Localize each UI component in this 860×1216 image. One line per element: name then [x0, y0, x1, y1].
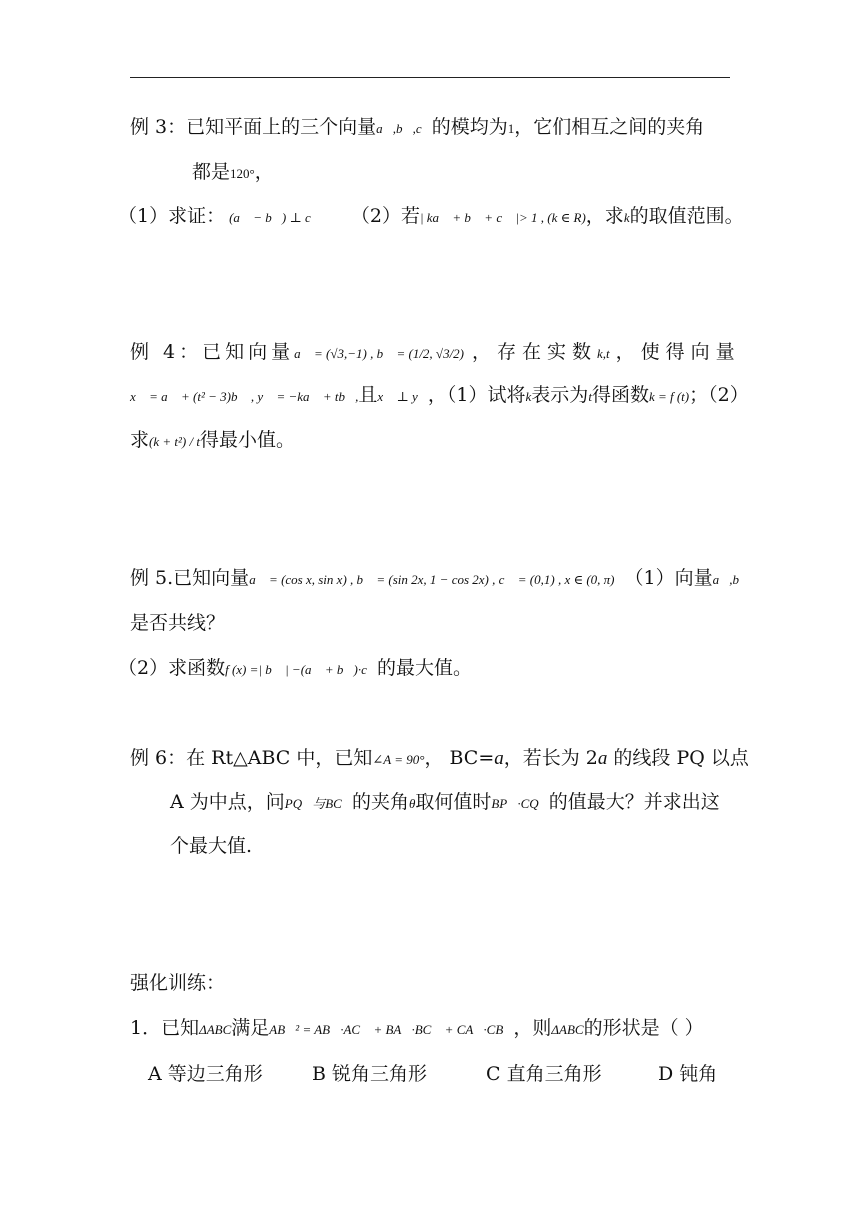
text: 满足 — [231, 1017, 270, 1039]
math-k: k — [623, 210, 630, 225]
math-pq-bc: PQ⃗与BC⃗ — [284, 796, 352, 811]
example-4-label: 例 4： — [130, 341, 203, 363]
text: θ — [408, 796, 416, 811]
training-q1-option-a — [148, 1062, 263, 1086]
text: A 为中点，问 — [170, 791, 285, 813]
text: ；（2） — [689, 384, 749, 406]
text: 都是 — [192, 161, 231, 183]
text: ΔABC — [199, 1022, 232, 1037]
math-x-perp-y: x⃗ ⊥ y⃗ — [377, 389, 428, 404]
training-q1 — [130, 1016, 704, 1042]
text: ， BC= — [424, 747, 495, 769]
text: 的线段 PQ 以点 — [607, 747, 749, 769]
text: （1）向量 — [624, 567, 713, 589]
example-3-label: 例 3： — [130, 116, 187, 138]
text: （2）求函数 — [118, 657, 226, 679]
text: ，则 — [513, 1017, 552, 1039]
text: a⃗,b⃗ — [712, 572, 750, 587]
math-vectors-xy: x⃗ = a⃗ + (t² − 3)b⃗ , y⃗ = −ka⃗ + tb⃗, — [130, 389, 359, 404]
text: ，使得向量 — [615, 341, 741, 363]
header-rule — [130, 77, 730, 78]
example-3-line-2 — [192, 160, 274, 186]
example-6-line-3 — [170, 834, 252, 858]
training-q1-option-b — [312, 1062, 427, 1086]
math-kt: k,t — [597, 346, 610, 361]
example-3-line-1 — [130, 115, 704, 141]
text: 在 Rt△ABC 中，已知 — [186, 747, 373, 769]
text: ，（1）试将 — [427, 384, 526, 406]
text: 的值最大？并求出这 — [548, 791, 720, 813]
text: 且 — [358, 384, 378, 406]
text: ，若长为 2 — [503, 747, 598, 769]
example-5-line-3 — [118, 656, 472, 682]
example-6-line-1 — [130, 746, 749, 772]
text: A 等边三角形 — [148, 1063, 263, 1085]
example-4-line-2 — [130, 383, 749, 409]
math-dot-products: AB⃗² = AB⃗·AC⃗ + BA⃗·BC⃗ + CA⃗·CB⃗ — [269, 1022, 514, 1037]
example-6-line-2 — [170, 790, 720, 816]
math-angle-a: ∠A = 90° — [372, 752, 425, 767]
math-vectors-abc-def: a⃗ = (cos x, sin x) , b⃗ = (sin 2x, 1 − cos 2x) , c⃗ = (0,1) , x ∈ (0, π) — [249, 572, 615, 587]
text: ，它们相互之间的夹角 — [514, 116, 705, 138]
text: t — [588, 389, 592, 404]
text: 表示为 — [531, 384, 589, 406]
training-q1-option-d — [658, 1062, 717, 1086]
text: 个最大值. — [170, 835, 253, 857]
text: 已知向量 — [173, 567, 250, 589]
text: 已知平面上的三个向量 — [186, 116, 377, 138]
math-inequality: | ka⃗ + b⃗ + c⃗ |> 1 , (k ∈ R) — [419, 210, 586, 225]
math-perpendicular: (a⃗ − b⃗) ⊥ c⃗ — [229, 210, 321, 225]
example-6-label: 例 6： — [130, 747, 187, 769]
text: a — [597, 748, 608, 769]
text: ，存在实数 — [472, 341, 598, 363]
text: 已知向量 — [202, 341, 295, 363]
example-5-label: 例 5. — [130, 567, 174, 589]
training-title — [130, 971, 225, 995]
text: ， — [254, 161, 274, 183]
text: 1．已知 — [130, 1017, 200, 1039]
example-4-line-3 — [130, 428, 295, 454]
math-one: 1 — [507, 121, 515, 136]
math-function: k = f (t) — [648, 389, 690, 404]
training-q1-option-c — [486, 1062, 602, 1086]
text: a — [494, 748, 504, 769]
text: D 钝角 — [658, 1063, 718, 1085]
text: ΔABC — [551, 1022, 584, 1037]
example-5-line-1 — [130, 566, 749, 592]
text: 的形状是（ ） — [583, 1017, 704, 1039]
text: 的夹角 — [351, 791, 409, 813]
text: 的最大值。 — [376, 657, 472, 679]
math-vectors-abc: a⃗,b⃗,c⃗ — [376, 121, 432, 136]
math-fraction: (k + t²) / t — [149, 434, 200, 449]
example-3-line-3 — [118, 204, 744, 230]
text: 是否共线？ — [130, 612, 226, 634]
text: ，求 — [585, 205, 624, 227]
text: 取何值时 — [415, 791, 492, 813]
math-fx: f (x) =| b⃗ | −(a⃗ + b⃗)·c⃗ — [225, 662, 377, 677]
text: 得最小值。 — [199, 429, 295, 451]
text: C 直角三角形 — [486, 1063, 602, 1085]
text: 强化训练： — [130, 972, 226, 994]
text: B 锐角三角形 — [312, 1063, 428, 1085]
text: 得函数 — [591, 384, 649, 406]
example-4-line-1 — [130, 340, 741, 366]
math-angle-120: 120° — [230, 166, 255, 181]
text: （2）若 — [350, 205, 420, 227]
text: 的取值范围。 — [629, 205, 744, 227]
text: 求 — [130, 429, 150, 451]
example-5-line-2 — [130, 611, 225, 635]
math-bp-cq: BP⃗·CQ⃗ — [491, 796, 549, 811]
text: （1）求证： — [118, 205, 226, 227]
text: k — [525, 389, 532, 404]
text: 的模均为 — [431, 116, 508, 138]
math-vectors-ab: a⃗ = (√3,−1) , b⃗ = (1/2, √3/2) — [294, 346, 465, 361]
